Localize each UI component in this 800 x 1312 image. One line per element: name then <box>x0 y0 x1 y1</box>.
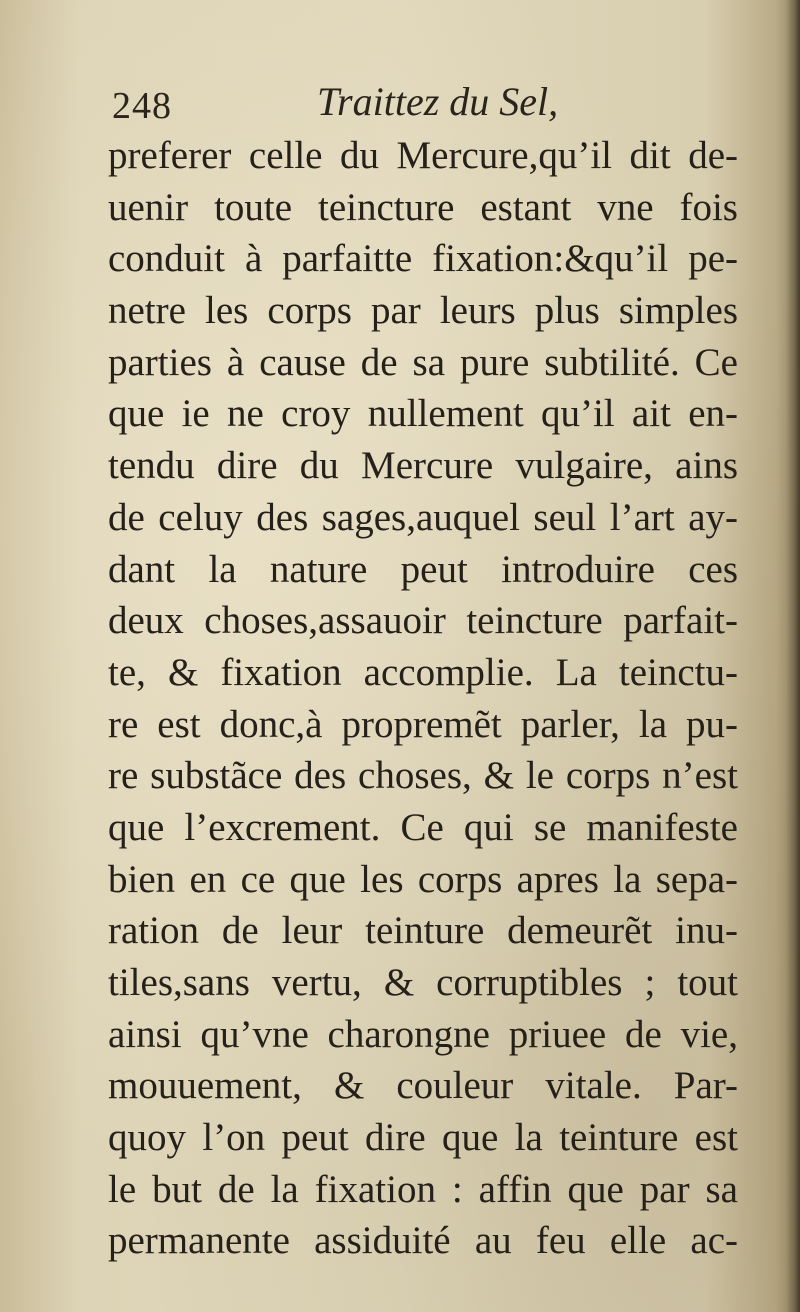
text-line: permanente assiduité au feu elle ac- <box>108 1219 738 1263</box>
text-line: de celuy des sages,auquel seul l’art ay- <box>108 495 738 539</box>
text-line: que l’excrement. Ce qui se manifeste <box>108 805 738 849</box>
text-line: ration de leur teinture demeurẽt inu- <box>108 909 738 953</box>
body-text <box>108 130 738 1267</box>
text-line: re est donc,à propremẽt parler, la pu- <box>108 702 738 746</box>
text-line: te, & fixation accomplie. La teinctu- <box>108 650 738 694</box>
text-line: netre les corps par leurs plus simples <box>108 289 738 333</box>
text-line: dant la nature peut introduire ces <box>108 547 738 591</box>
text-line: le but de la fixation : affin que par sa <box>108 1167 738 1211</box>
text-line: conduit à parfaitte fixation:&qu’il pe- <box>108 237 738 281</box>
text-line: preferer celle du Mercure,qu’il dit de- <box>108 134 738 177</box>
page-header <box>112 78 732 128</box>
text-line: ainsi qu’vne charongne priuee de vie, <box>108 1012 738 1056</box>
text-line: tiles,sans vertu, & corruptibles ; tout <box>108 961 738 1004</box>
text-line: re substãce des choses, & le corps n’est <box>108 754 738 798</box>
text-line: parties à cause de sa pure subtilité. Ce <box>108 340 738 384</box>
page-number: 248 <box>112 85 172 127</box>
text-line: que ie ne croy nullement qu’il ait en- <box>108 392 738 436</box>
text-line: uenir toute teincture estant vne fois <box>108 185 738 229</box>
text-line: deux choses,assauoir teincture parfait- <box>108 599 738 643</box>
running-title: Traittez du Sel, <box>317 79 559 124</box>
text-line: mouuement, & couleur vitale. Par- <box>108 1064 738 1108</box>
text-line: tendu dire du Mercure vulgaire, ains <box>108 444 738 488</box>
text-line: bien en ce que les corps apres la sepa- <box>108 857 738 901</box>
text-line: quoy l’on peut dire que la teinture est <box>108 1116 738 1160</box>
page-gutter-shadow <box>786 0 800 1312</box>
